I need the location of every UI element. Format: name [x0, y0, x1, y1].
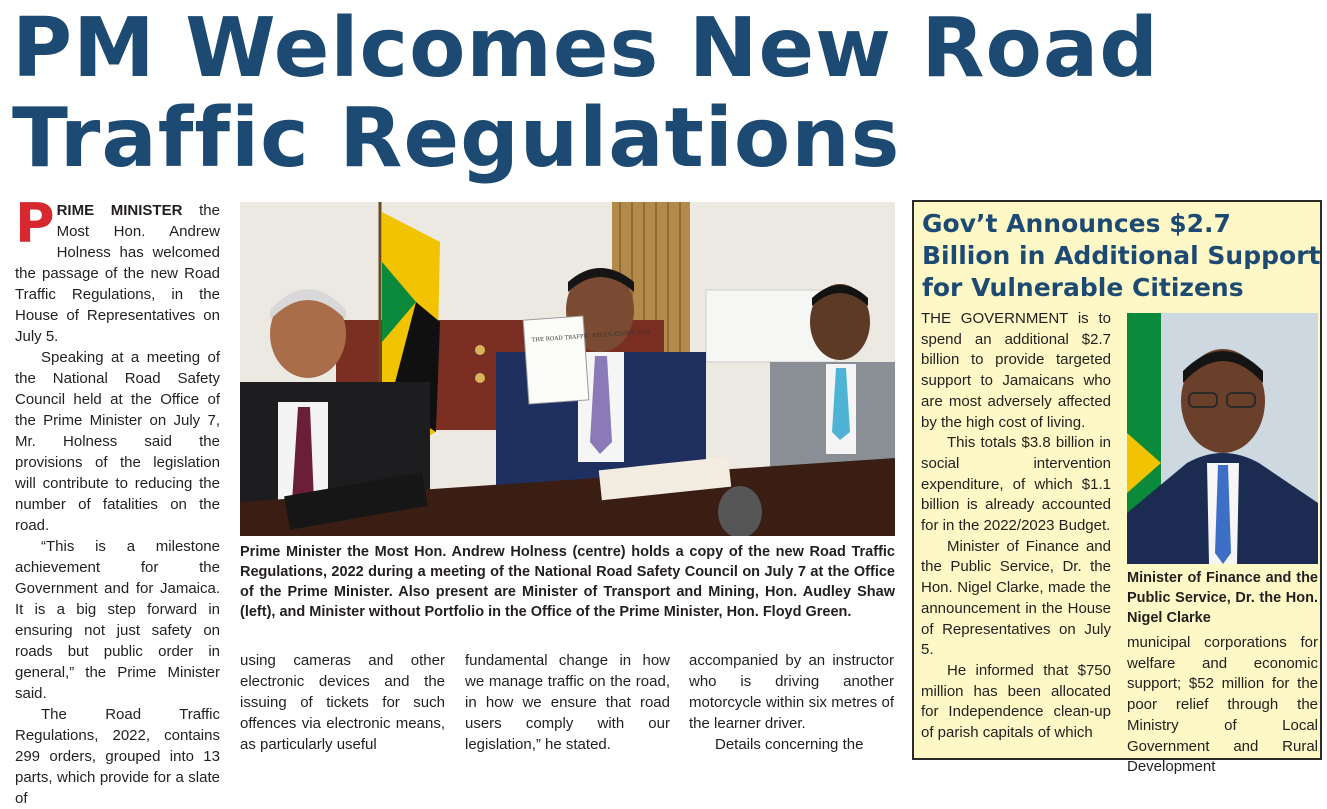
main-photo	[240, 202, 895, 536]
sidebar-paragraph: He informed that $750 million has been allocated for Independence clean-up of parish capitals of which	[921, 661, 1111, 742]
sidebar-paragraph: THE GOVERNMENT is to spend an additional $2.7 billion to provide targeted support to Jamaicans who are most adversely affected by the high cost of living.	[921, 310, 1111, 431]
headline	[12, 1, 1322, 186]
article-paragraph: using cameras and other electronic devices and the issuing of tickets for such offences via electronic means, as particularly useful	[240, 652, 445, 753]
sidebar-column-right	[1127, 633, 1318, 778]
article-column-4	[689, 650, 894, 755]
article-column-2	[240, 650, 445, 755]
sidebar-paragraph: Minister of Finance and the Public Service, Dr. the Hon. Nigel Clarke, made the announcement in the House of Representatives on July 5.	[921, 537, 1111, 659]
article-paragraph: Details concerning the	[715, 736, 864, 753]
headline-line-2: Traffic Regulations	[12, 91, 901, 186]
article-paragraph: fundamental change in how we manage traffic on the road, in how we ensure that road users comply with our legislation,” he stated.	[465, 652, 670, 753]
sidebar-story	[912, 200, 1322, 776]
photo-caption: Prime Minister the Most Hon. Andrew Holness (centre) holds a copy of the new Road Traffic Regulations, 2022 during a meeting of the National Road Safety Council on July 7 at the Office of the Prime Minister. Also present are Minister of Transport and Mining, Hon. Audley Shaw (left), and Minister without Portfolio in the Office of the Prime Minister, Hon. Floyd Green.	[240, 544, 895, 620]
article-paragraph: The Road Traffic Regulations, 2022, contains 299 orders, grouped into 13 parts, which provide for a slate of	[15, 706, 220, 807]
drop-cap: P	[15, 192, 55, 255]
sidebar-photo	[1127, 313, 1318, 564]
article-paragraph: “This is a milestone achievement for the Government and for Jamaica. It is a big step forward in ensuring not just safety on roads but public order in general,” the Prime Minister said.	[15, 538, 220, 702]
sidebar-title: Gov’t Announces $2.7 Billion in Additional Support for Vulnerable Citizens	[922, 209, 1321, 302]
article-paragraph: PRIME MINISTER the Most Hon. Andrew Holness has welcomed the passage of the new Road Traffic Regulations, in the House of Representatives on July 5.	[15, 192, 220, 345]
article-paragraph: Speaking at a meeting of the National Road Safety Council held at the Office of the Prime Minister on July 7, Mr. Holness said the provisions of the legislation will contribute to reducing the number of fatalities on the road.	[15, 349, 220, 534]
sidebar-paragraph: This totals $3.8 billion in social intervention expenditure, of which $1.1 billion is already accounted for in the 2022/2023 Budget.	[921, 434, 1111, 535]
article-paragraph: accompanied by an instructor who is driving another motorcycle within six metres of the learner driver.	[689, 652, 894, 732]
headline-line-1: PM Welcomes New Road	[12, 1, 1159, 96]
sidebar-paragraph: municipal corporations for welfare and economic support; $52 million for the poor relief through the Ministry of Local Government and Rural Development	[1127, 634, 1318, 776]
sidebar-photo-caption: Minister of Finance and the Public Service, Dr. the Hon. Nigel Clarke	[1127, 570, 1318, 626]
lead-word: RIME MINISTER	[56, 202, 183, 219]
sidebar-column-left	[921, 309, 1111, 744]
article-column-3	[465, 650, 670, 755]
portrait-illustration	[1127, 313, 1318, 564]
article-column-1	[15, 192, 220, 809]
booklet-text: THE ROAD TRAFFIC REGULATIONS 2022	[531, 329, 652, 344]
photo-illustration	[240, 202, 895, 536]
